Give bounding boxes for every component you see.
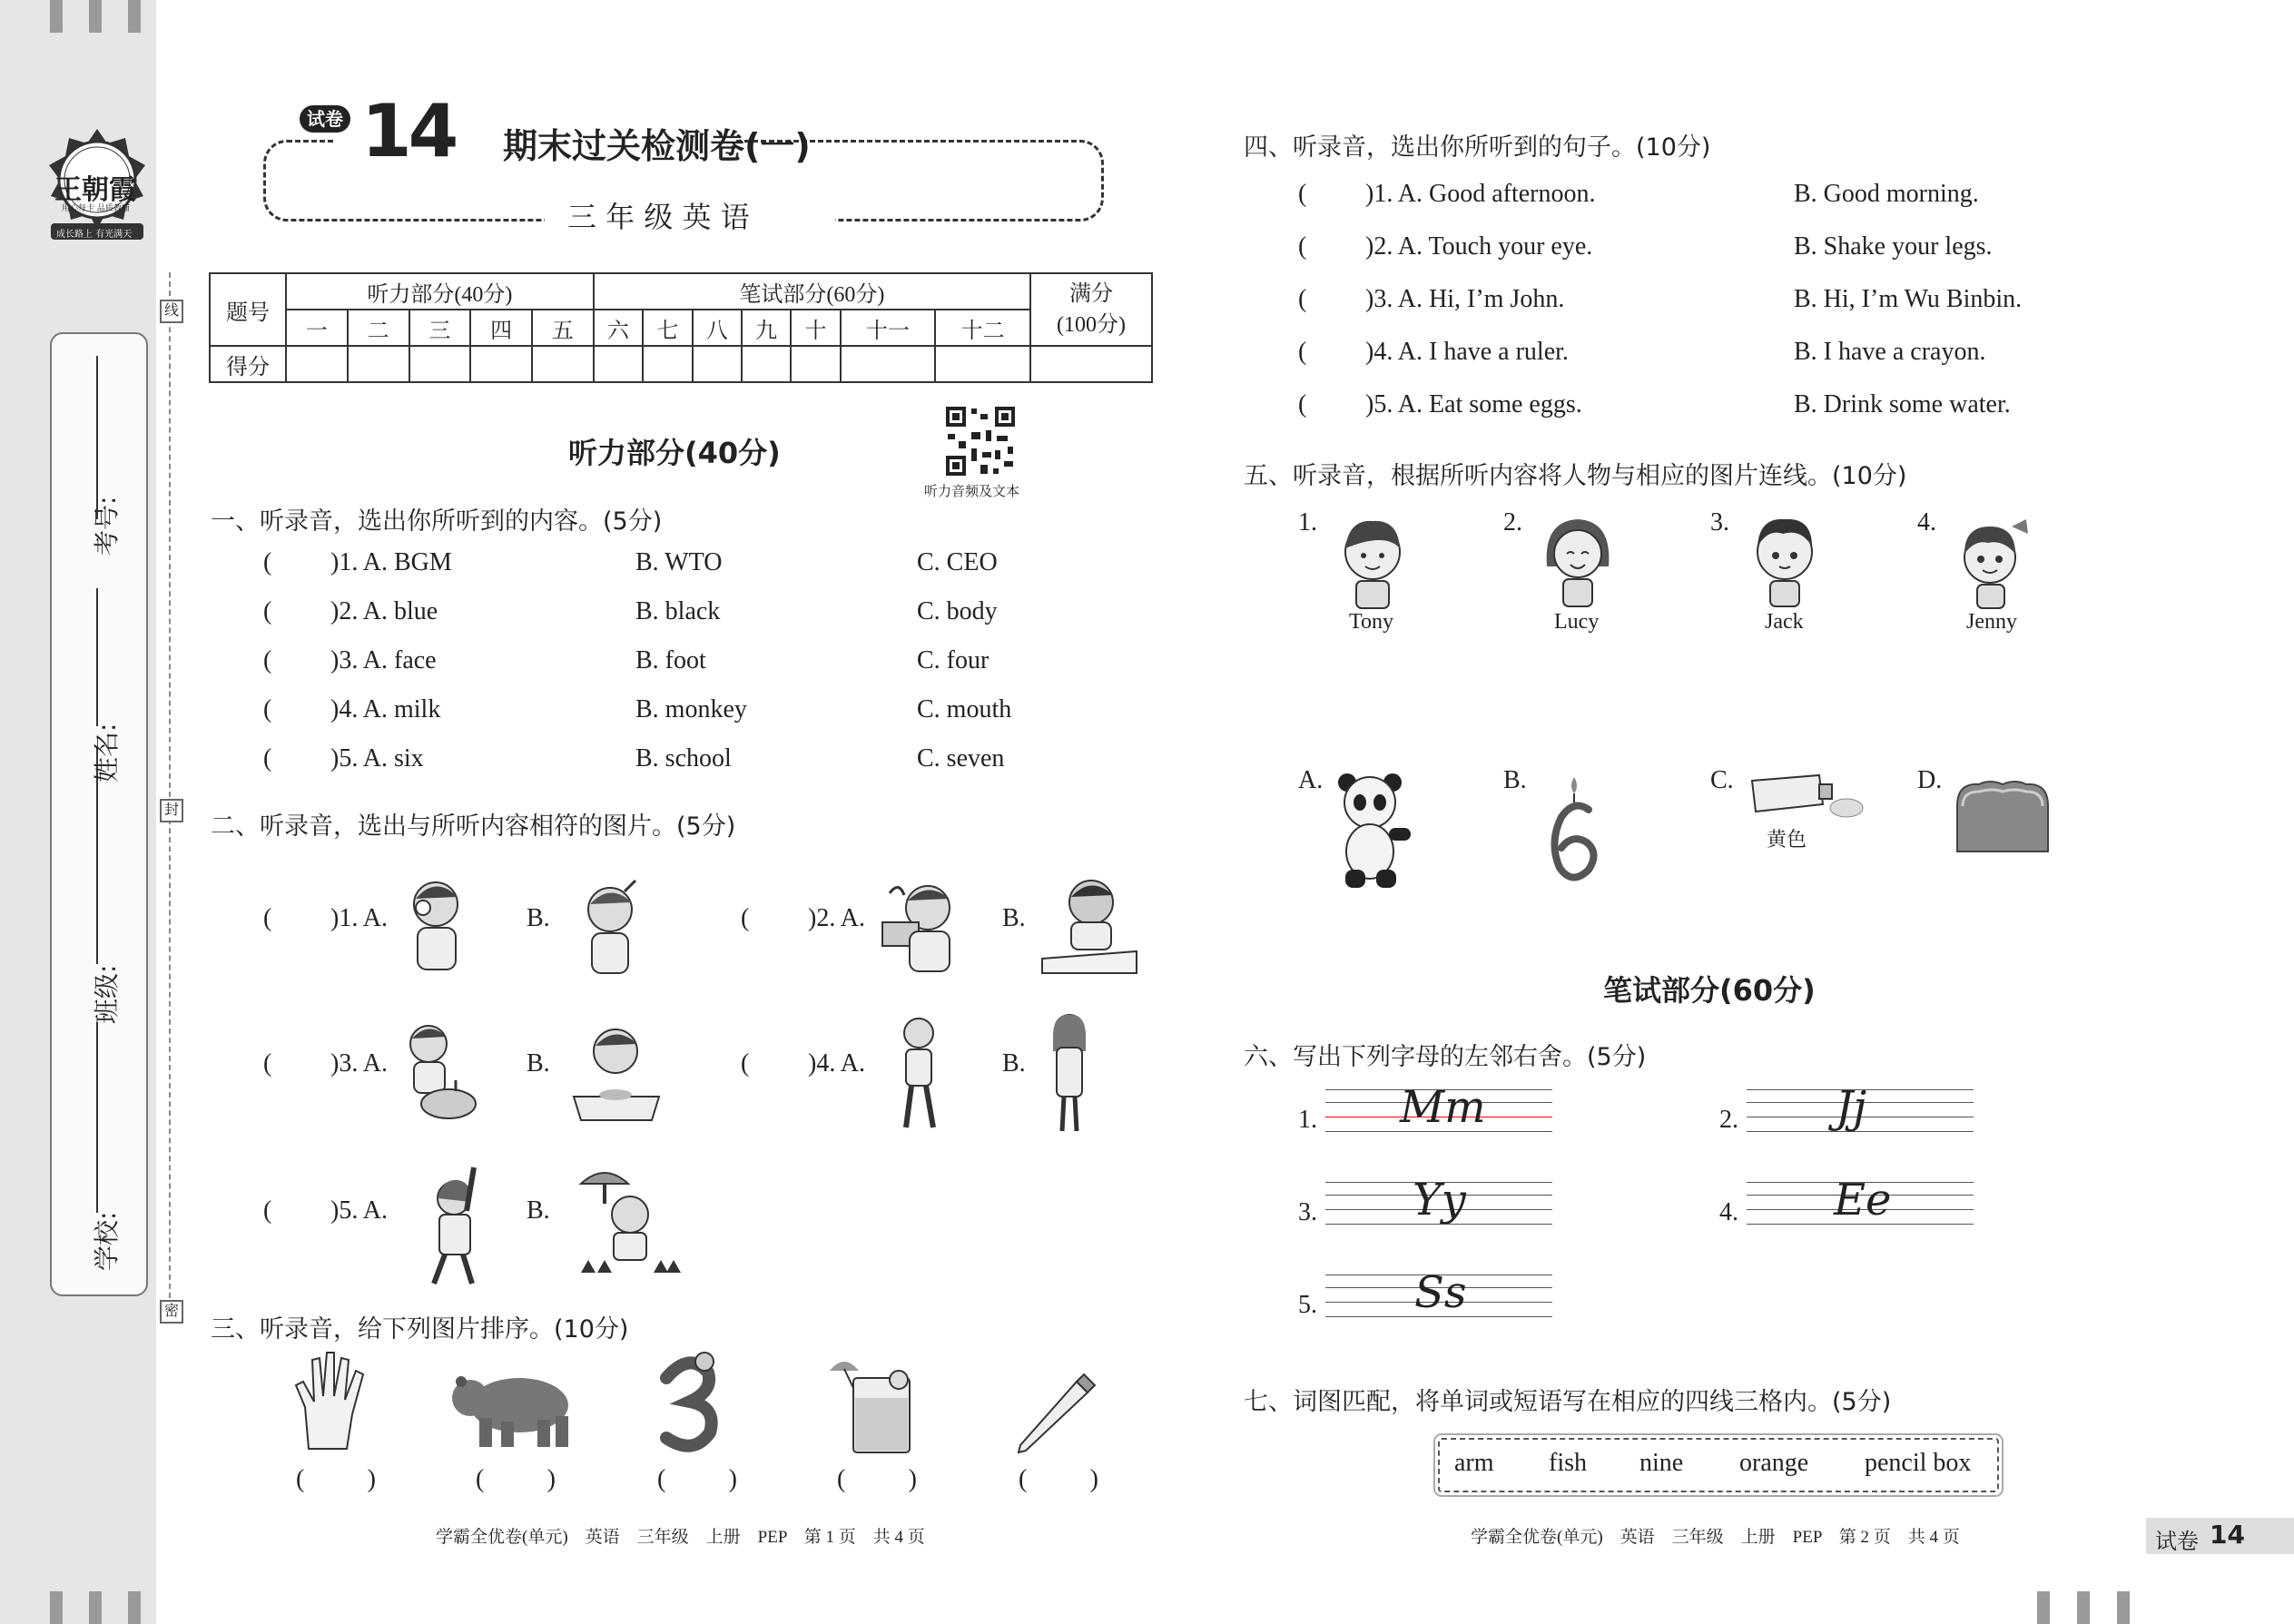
- section1-title: 一、听录音，选出你所听到的内容。(5分): [211, 507, 663, 536]
- s4-q3-option-a: )3. A. Hi, I’m John.: [1365, 285, 1565, 313]
- section2-title: 二、听录音，选出与所听内容相符的图片。(5分): [211, 812, 736, 841]
- answer-blank[interactable]: (: [1298, 390, 1307, 418]
- picture-label-b: B.: [1503, 766, 1527, 794]
- score-table: [209, 272, 1153, 383]
- full-marks-value: (100分): [1057, 313, 1126, 337]
- order-blank[interactable]: ( ): [1019, 1465, 1098, 1493]
- q4-option-a: )4. A. milk: [330, 695, 441, 723]
- s4-q2-option-a: )2. A. Touch your eye.: [1365, 232, 1593, 261]
- q1-option-b: B. WTO: [635, 548, 723, 576]
- paint-tube-picture: [1747, 772, 1865, 828]
- hand-picture: [289, 1349, 370, 1458]
- order-blank[interactable]: ( ): [657, 1465, 737, 1493]
- qr-caption: 听力音频及文本: [924, 483, 1020, 499]
- crop-mark: [128, 1591, 141, 1624]
- logo-ribbon: 成长路上 有光满天: [56, 230, 133, 240]
- lucy-picture: [1540, 512, 1616, 612]
- row-label-score: 得分: [210, 346, 286, 382]
- bear-picture: [448, 1365, 577, 1451]
- question-number: 六: [594, 310, 643, 346]
- answer-blank[interactable]: (: [263, 904, 272, 932]
- crop-mark: [2037, 1591, 2050, 1624]
- s4-q1-option-b: B. Good morning.: [1794, 180, 1979, 208]
- q2-option-b: B. black: [635, 597, 721, 625]
- picture-label-c: C.: [1710, 766, 1734, 794]
- s2-q5-b-label: B.: [527, 1196, 550, 1225]
- margin-mark-line: 线: [160, 300, 183, 323]
- score-cell[interactable]: [594, 346, 643, 382]
- child-phone-picture: [877, 871, 968, 977]
- person-number: 4.: [1917, 508, 1936, 536]
- section3-title: 三、听录音，给下列图片排序。(10分): [211, 1315, 629, 1343]
- pencil-picture: [1013, 1369, 1100, 1456]
- score-cell[interactable]: [742, 346, 791, 382]
- cut-line: [169, 272, 171, 1316]
- score-cell[interactable]: [935, 346, 1030, 382]
- answer-blank[interactable]: (: [741, 904, 750, 932]
- score-cell[interactable]: [643, 346, 692, 382]
- crop-mark: [89, 0, 102, 33]
- color-caption: 黄色: [1767, 829, 1807, 851]
- score-total-cell[interactable]: [1030, 346, 1152, 382]
- question-number: 十: [791, 310, 840, 346]
- score-cell[interactable]: [693, 346, 742, 382]
- number-three-picture: [654, 1351, 726, 1460]
- person-number: 1.: [1298, 508, 1317, 536]
- crop-mark: [50, 1591, 63, 1624]
- q1-option-a: )1. A. BGM: [330, 548, 452, 576]
- s2-q2-label: )2. A.: [808, 904, 865, 932]
- section5-title: 五、听录音，根据所听内容将人物与相应的图片连线。(10分): [1244, 462, 1907, 490]
- s4-q1-option-a: )1. A. Good afternoon.: [1365, 180, 1596, 208]
- full-marks-label: 满分: [1069, 282, 1113, 306]
- crop-mark: [128, 0, 141, 33]
- q5-option-b: B. school: [635, 744, 732, 773]
- s4-q3-option-b: B. Hi, I’m Wu Binbin.: [1794, 285, 2023, 313]
- score-cell[interactable]: [409, 346, 471, 382]
- score-cell[interactable]: [532, 346, 594, 382]
- order-blank[interactable]: ( ): [476, 1465, 556, 1493]
- score-cell[interactable]: [470, 346, 532, 382]
- score-cell[interactable]: [791, 346, 840, 382]
- q2-option-a: )2. A. blue: [330, 597, 438, 625]
- exam-number-label: 考号:: [92, 496, 122, 556]
- page-title: 期末过关检测卷(一): [503, 126, 811, 166]
- order-blank[interactable]: ( ): [296, 1465, 376, 1493]
- answer-blank[interactable]: (: [263, 744, 272, 773]
- s2-q1-label: )1. A.: [330, 904, 388, 932]
- panda-picture: [1329, 768, 1416, 891]
- bread-picture: [1954, 779, 2052, 857]
- answer-blank[interactable]: (: [1298, 180, 1307, 208]
- q5-option-c: C. seven: [917, 744, 1005, 773]
- s4-q4-option-b: B. I have a crayon.: [1794, 338, 1986, 366]
- question-number: 十二: [935, 310, 1030, 346]
- school-field[interactable]: [96, 1022, 98, 1213]
- name-label: 姓名:: [92, 723, 122, 782]
- exam-tab-number: 14: [2210, 1520, 2245, 1550]
- juice-picture: [826, 1353, 917, 1456]
- exam-number: 14: [361, 89, 456, 173]
- person-name: Lucy: [1554, 610, 1600, 634]
- school-label: 学校:: [92, 1211, 122, 1271]
- girl-waving-picture: [416, 1162, 497, 1289]
- answer-blank[interactable]: (: [263, 695, 272, 723]
- s2-q3-b-label: B.: [527, 1049, 550, 1078]
- score-cell[interactable]: [348, 346, 409, 382]
- word-bank-item: nine: [1639, 1449, 1684, 1477]
- full-marks-cell: [1030, 273, 1152, 346]
- child-drawing-picture: [1039, 871, 1140, 977]
- row-label-number: 题号: [210, 273, 286, 346]
- question-number: 三: [409, 310, 471, 346]
- q2-option-c: C. body: [917, 597, 998, 625]
- given-letters: Ss: [1414, 1267, 1467, 1318]
- question-number: 八: [693, 310, 742, 346]
- answer-blank[interactable]: (: [1298, 285, 1307, 313]
- exam-badge: 试卷: [300, 105, 350, 133]
- person-name: Jenny: [1966, 610, 2017, 634]
- listening-header: 听力部分(40分): [286, 273, 594, 310]
- crop-mark: [2117, 1591, 2130, 1624]
- question-number: 九: [742, 310, 791, 346]
- s2-q2-b-label: B.: [1002, 904, 1026, 932]
- s4-q5-option-b: B. Drink some water.: [1794, 390, 2011, 418]
- exam-number-field[interactable]: [96, 356, 98, 519]
- crop-mark: [2077, 1591, 2090, 1624]
- crop-mark: [50, 0, 63, 33]
- child-cake-picture: [401, 1017, 492, 1124]
- word-bank-item: orange: [1739, 1449, 1809, 1477]
- answer-blank[interactable]: (: [741, 1049, 750, 1078]
- crop-mark: [89, 1591, 102, 1624]
- section6-title: 六、写出下列字母的左邻右舍。(5分): [1244, 1043, 1647, 1071]
- writing-title: 笔试部分(60分): [1603, 973, 1816, 1008]
- letter-item-number: 2.: [1719, 1106, 1738, 1134]
- given-letters: Jj: [1836, 1082, 1867, 1133]
- margin-mark-seal: 封: [160, 799, 183, 822]
- question-number: 四: [470, 310, 532, 346]
- jenny-picture: [1952, 512, 2033, 612]
- answer-blank[interactable]: (: [263, 646, 272, 674]
- class-label: 班级:: [92, 964, 122, 1024]
- child-face-picture: [398, 871, 479, 977]
- answer-blank[interactable]: (: [263, 597, 272, 625]
- s2-q1-b-label: B.: [527, 904, 550, 932]
- given-letters: Yy: [1413, 1175, 1466, 1225]
- girl-standing-picture: [1042, 1011, 1097, 1137]
- answer-blank[interactable]: (: [263, 1049, 272, 1078]
- s2-q5-label: )5. A.: [330, 1196, 388, 1225]
- s2-q3-label: )3. A.: [330, 1049, 388, 1078]
- student-info-box: [50, 332, 148, 1296]
- picture-label-a: A.: [1298, 766, 1324, 794]
- section7-title: 七、词图匹配，将单词或短语写在相应的四线三格内。(5分): [1244, 1388, 1892, 1416]
- letter-item-number: 3.: [1298, 1198, 1317, 1226]
- given-letters: Mm: [1400, 1082, 1486, 1133]
- order-blank[interactable]: ( ): [837, 1465, 917, 1493]
- boy-standing-picture: [888, 1015, 951, 1133]
- picture-label-d: D.: [1917, 766, 1943, 794]
- word-bank-item: pencil box: [1865, 1449, 1972, 1477]
- writing-header: 笔试部分(60分): [594, 273, 1030, 310]
- person-number: 3.: [1710, 508, 1729, 536]
- question-number: 二: [348, 310, 409, 346]
- s2-q4-b-label: B.: [1002, 1049, 1026, 1078]
- answer-blank[interactable]: (: [1298, 232, 1307, 261]
- s2-q4-label: )4. A.: [808, 1049, 865, 1078]
- number-six-candle-picture: [1540, 773, 1609, 888]
- child-eating-picture: [568, 1019, 665, 1124]
- exam-tab-label: 试卷: [2155, 1529, 2199, 1554]
- q3-option-a: )3. A. face: [330, 646, 437, 674]
- question-number: 五: [532, 310, 594, 346]
- q5-option-a: )5. A. six: [330, 744, 424, 773]
- listening-title: 听力部分(40分): [568, 436, 781, 470]
- letter-item-number: 4.: [1719, 1198, 1738, 1226]
- s4-q2-option-b: B. Shake your legs.: [1794, 232, 1993, 261]
- logo-sub: 用心每卡 品质教辅: [62, 204, 130, 213]
- logo-text: 王朝霞: [54, 174, 136, 206]
- answer-blank[interactable]: (: [263, 548, 272, 576]
- s4-q4-option-a: )4. A. I have a ruler.: [1365, 338, 1569, 366]
- s4-q5-option-a: )5. A. Eat some eggs.: [1365, 390, 1582, 418]
- q3-option-b: B. foot: [635, 646, 706, 674]
- person-name: Tony: [1349, 610, 1393, 634]
- question-number: 七: [643, 310, 692, 346]
- child-head-picture: [568, 873, 650, 979]
- tony-picture: [1334, 512, 1411, 612]
- qr-code[interactable]: [944, 405, 1017, 477]
- q1-option-c: C. CEO: [917, 548, 998, 576]
- score-cell[interactable]: [841, 346, 936, 382]
- word-bank-item: fish: [1549, 1449, 1587, 1477]
- question-number: 十一: [841, 310, 936, 346]
- boy-mushroom-picture: [577, 1166, 681, 1284]
- margin-mark-close: 密: [160, 1300, 183, 1324]
- q4-option-c: C. mouth: [917, 695, 1012, 723]
- name-field[interactable]: [96, 588, 98, 726]
- given-letters: Ee: [1834, 1175, 1892, 1225]
- letter-item-number: 1.: [1298, 1106, 1317, 1134]
- score-cell[interactable]: [286, 346, 348, 382]
- footer-left: 学霸全优卷(单元) 英语 三年级 上册 PEP 第 1 页 共 4 页: [436, 1528, 925, 1547]
- person-name: Jack: [1765, 610, 1804, 634]
- footer-right: 学霸全优卷(单元) 英语 三年级 上册 PEP 第 2 页 共 4 页: [1471, 1528, 1960, 1547]
- person-number: 2.: [1503, 508, 1522, 536]
- letter-item-number: 5.: [1298, 1291, 1317, 1319]
- word-bank-item: arm: [1454, 1449, 1494, 1477]
- q4-option-b: B. monkey: [635, 695, 747, 723]
- answer-blank[interactable]: (: [1298, 338, 1307, 366]
- q3-option-c: C. four: [917, 646, 989, 674]
- question-number: 一: [286, 310, 348, 346]
- section4-title: 四、听录音，选出你所听到的句子。(10分): [1244, 133, 1711, 162]
- page-subtitle: 三 年 级 英 语: [567, 200, 750, 234]
- jack-picture: [1747, 512, 1823, 612]
- answer-blank[interactable]: (: [263, 1196, 272, 1225]
